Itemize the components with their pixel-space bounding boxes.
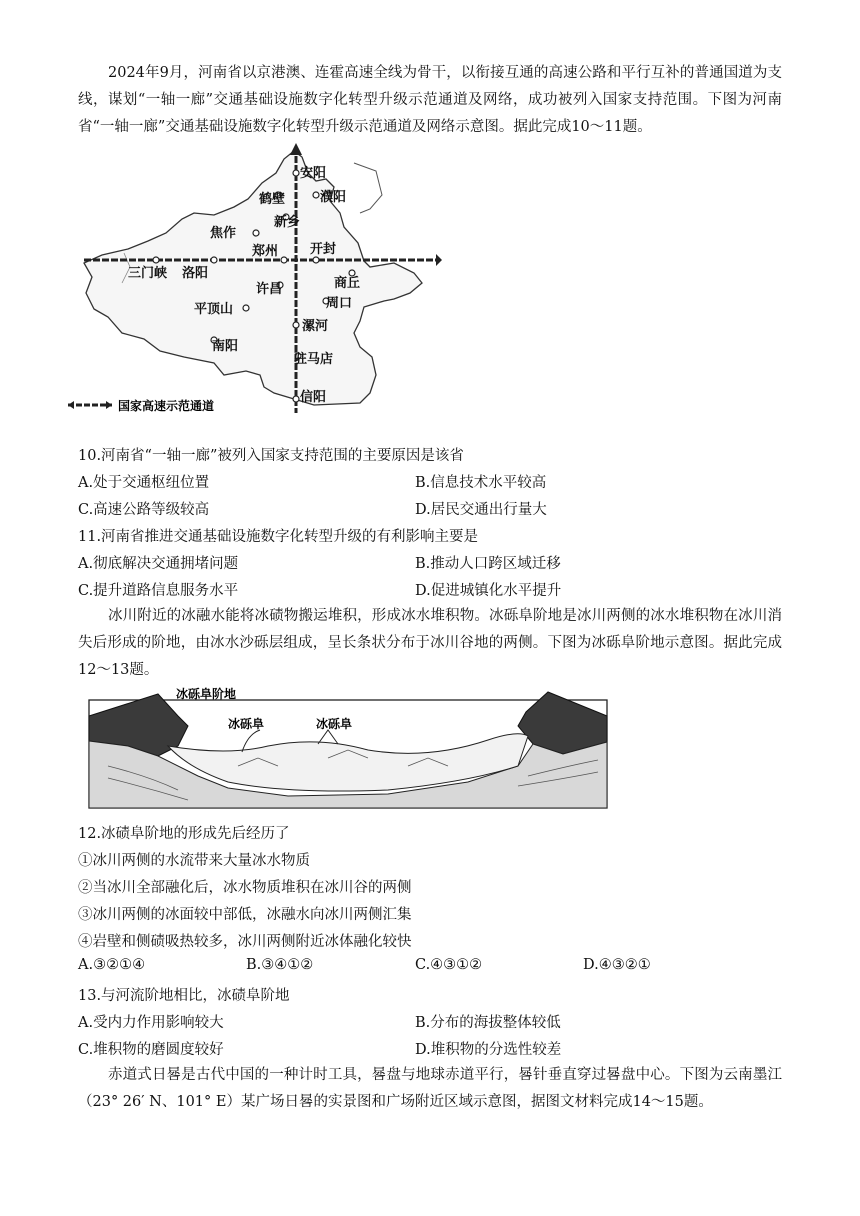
q11-option-b: B.推动人口跨区域迁移 xyxy=(415,556,561,572)
city-label: 焦作 xyxy=(210,226,237,241)
city-label: 南阳 xyxy=(212,339,239,354)
city-label: 商丘 xyxy=(334,276,361,291)
q12-statement-1: ①冰川两侧的水流带来大量冰水物质 xyxy=(78,853,310,869)
q10-option-b: B.信息技术水平较高 xyxy=(415,475,547,491)
q10-option-c: C.高速公路等级较高 xyxy=(78,502,210,518)
q12-option-d: D.④③②① xyxy=(583,957,651,973)
q13-option-d: D.堆积物的分选性较差 xyxy=(415,1042,562,1058)
city-label: 开封 xyxy=(310,242,337,257)
q12-statement-2: ②当冰川全部融化后，冰水物质堆积在冰川谷的两侧 xyxy=(78,880,412,896)
intro-paragraph-1: 2024年9月，河南省以京港澳、连霍高速全线为骨干，以衔接互通的高速公路和平行互补的普通国道为支线，谋划“一轴一廊”交通基础设施数字化转型升级示范通道及网络，成功被列入国家支持范围。下图为河南省“一轴一廊”交通基础设施数字化转型升级示范通道及网络示意图。据此完成10～11题。 xyxy=(78,65,782,135)
q10-option-a: A.处于交通枢纽位置 xyxy=(78,475,210,491)
q11-option-c: C.提升道路信息服务水平 xyxy=(78,583,239,599)
q13-option-a: A.受内力作用影响较大 xyxy=(78,1015,224,1031)
q11-option-d: D.促进城镇化水平提升 xyxy=(415,583,562,599)
q13-option-b: B.分布的海拔整体较低 xyxy=(415,1015,561,1031)
city-label: 周口 xyxy=(326,296,353,311)
q12-stem: 12.冰碛阜阶地的形成先后经历了 xyxy=(78,826,290,842)
label-kame-2: 冰砾阜 xyxy=(316,717,353,731)
city-label: 三门峡 xyxy=(128,266,168,281)
q10-option-d: D.居民交通出行量大 xyxy=(415,502,547,518)
label-kame-1: 冰砾阜 xyxy=(228,717,265,731)
intro-paragraph-3: 赤道式日晷是古代中国的一种计时工具，晷盘与地球赤道平行，晷针垂直穿过晷盘中心。下图为云南墨江（23° 26′ N、101° E）某广场日晷的实景图和广场附近区域示意图，据图文材料完成14～15题。 xyxy=(78,1067,782,1110)
intro-paragraph-2: 冰川附近的冰融水能将冰碛物搬运堆积，形成冰水堆积物。冰砾阜阶地是冰川两侧的冰水堆积物在冰川消失后形成的阶地，由冰水沙砾层组成，呈长条状分布于冰川谷地的两侧。下图为冰砾阜阶地示意图。据此完成12～13题。 xyxy=(78,608,782,678)
city-label: 平顶山 xyxy=(194,302,234,317)
city-label: 安阳 xyxy=(300,166,327,181)
label-kame-terrace: 冰砾阜阶地 xyxy=(176,687,237,701)
city-label: 濮阳 xyxy=(320,190,347,205)
city-label: 新乡 xyxy=(274,215,301,230)
q12-option-c: C.④③①② xyxy=(415,957,483,973)
q13-option-c: C.堆积物的磨圆度较好 xyxy=(78,1042,224,1058)
map-legend: 国家高速示范通道 xyxy=(118,399,215,413)
q10-stem: 10.河南省“一轴一廊”被列入国家支持范围的主要原因是该省 xyxy=(78,448,464,464)
q11-option-a: A.彻底解决交通拥堵问题 xyxy=(78,556,239,572)
city-label: 郑州 xyxy=(252,244,279,259)
q13-stem: 13.与河流阶地相比，冰碛阜阶地 xyxy=(78,988,290,1004)
city-label: 漯河 xyxy=(302,319,329,334)
city-label: 信阳 xyxy=(300,390,327,405)
q12-option-b: B.③④①② xyxy=(246,957,314,973)
city-label: 驻马店 xyxy=(294,352,334,367)
q12-statement-3: ③冰川两侧的冰面较中部低，冰融水向冰川两侧汇集 xyxy=(78,907,412,923)
city-label: 许昌 xyxy=(256,282,283,297)
kame-terrace-diagram xyxy=(88,686,610,810)
q12-option-a: A.③②①④ xyxy=(78,957,146,973)
henan-map xyxy=(64,143,442,418)
q12-statement-4: ④岩壁和侧碛吸热较多，冰川两侧附近冰体融化较快 xyxy=(78,934,412,950)
q11-stem: 11.河南省推进交通基础设施数字化转型升级的有利影响主要是 xyxy=(78,529,479,545)
city-label: 洛阳 xyxy=(182,266,209,281)
city-label: 鹤壁 xyxy=(259,192,286,207)
